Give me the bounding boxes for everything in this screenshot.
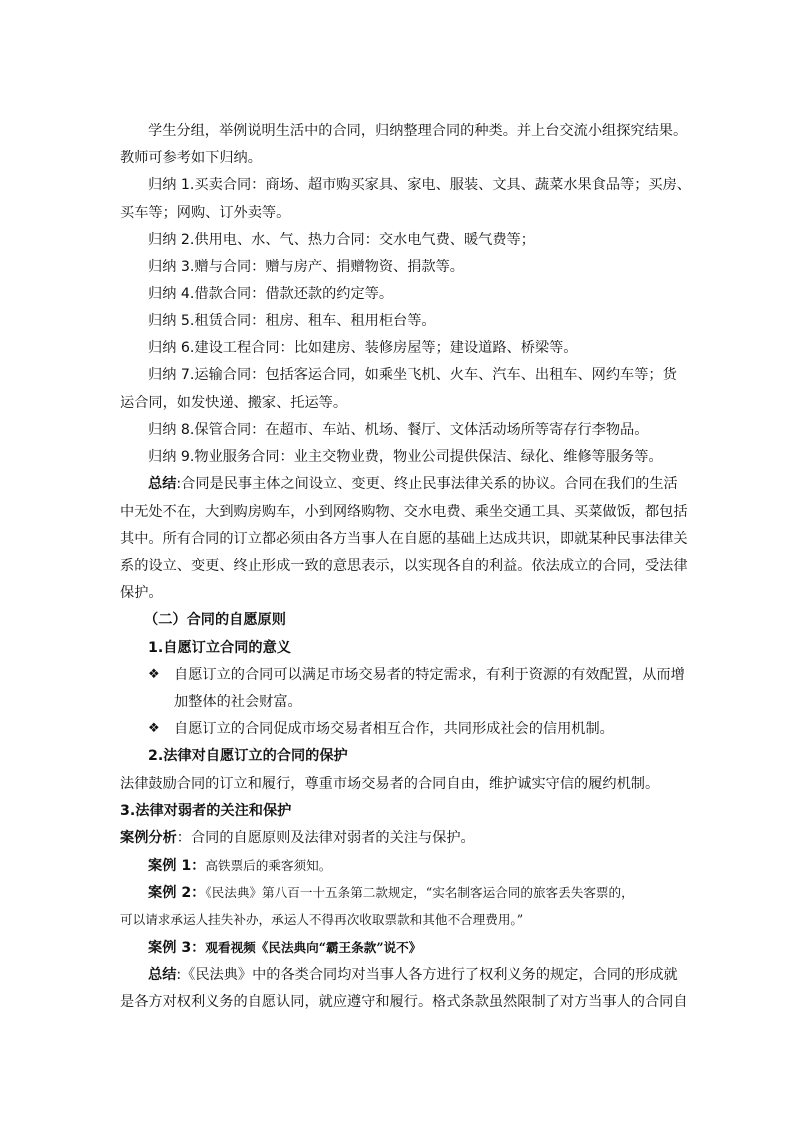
case-3-text: 观看视频《民法典向“霸王条款”说不》 [205,940,422,955]
bullet-2: 自愿订立的合同促成市场交易者相互合作，共同形成社会的信用机制。 [174,721,614,737]
item-9: 归纳 9.物业服务合同：业主交物业费，物业公司提供保洁、绿化、维修等服务等。 [148,449,663,465]
summary-label: 总结 [148,476,177,492]
case-3-label: 案例 3： [148,940,206,956]
summary-1-line-1 [148,474,678,494]
item-5: 归纳 5.租赁合同：租房、租车、租用柜台等。 [148,313,436,329]
case-analysis [120,828,475,848]
intro-line-1: 学生分组，举例说明生活中的合同，归纳整理合同的种类。并上台交流小组探究结果。 [148,123,688,139]
case-analysis-text: ：合同的自愿原则及法律对弱者的关注与保护。 [176,830,475,846]
summary-1-line-2: 中无处不在，大到购房购车，小到网络购物、交水电费、乘坐交通工具、买菜做饭，都包括 [120,504,688,520]
intro-line-2: 教师可参考如下归纳。 [120,150,262,166]
bullet-icon: ❖ [148,667,160,682]
case-1-text: 高铁票后的乘客须知。 [205,858,332,873]
summary-2-line-1 [148,965,678,985]
subheading-2: 2.法律对自愿订立的合同的保护 [148,748,348,764]
case-2-line-2: 可以请求承运人挂失补办，承运人不得再次收取票款和其他不合理费用。” [120,912,524,927]
section-heading: （二）合同的自愿原则 [144,612,286,628]
item-6: 归纳 6.建设工程合同：比如建房、装修房屋等；建设道路、桥梁等。 [148,340,578,356]
paragraph-2: 法律鼓励合同的订立和履行，尊重市场交易者的合同自由，维护诚实守信的履约机制。 [120,776,660,792]
item-7-line-2: 运合同，如发快递、搬家、托运等。 [120,395,348,411]
item-8: 归纳 8.保管合同：在超市、车站、机场、餐厅、文体活动场所等寄存行李物品。 [148,422,649,438]
case-3 [148,938,421,958]
case-2-label: 案例 2： [148,885,206,901]
item-7-line-1: 归纳 7.运输合同：包括客运合同，如乘坐飞机、火车、汽车、出租车、网约车等；货 [148,367,677,383]
summary-1-line-3: 其中。所有合同的订立都必须由各方当事人在自愿的基础上达成共识，即就某种民事法律关 [120,531,688,547]
summary-label: 总结 [148,967,177,983]
subheading-1: 1.自愿订立合同的意义 [148,640,291,656]
case-1-label: 案例 1： [148,858,206,874]
summary-text: :合同是民事主体之间设立、变更、终止民事法律关系的协议。合同在我们的生活 [176,476,678,492]
summary-2-line-2: 是各方对权利义务的自愿认同，就应遵守和履行。格式条款虽然限制了对方当事人的合同自 [120,994,688,1010]
item-1-line-2: 买车等；网购、订外卖等。 [120,205,291,221]
bullet-1-line-2: 加整体的社会财富。 [174,694,302,710]
case-2-text: 《民法典》第八百一十五条第二款规定，“实名制客运合同的旅客丢失客票的， [205,885,634,900]
item-2: 归纳 2.供用电、水、气、热力合同：交水电气费、暖气费等； [148,232,535,248]
item-3: 归纳 3.赠与合同：赠与房产、捐赠物资、捐款等。 [148,259,464,275]
case-analysis-label: 案例分析 [120,830,177,846]
bullet-icon: ❖ [148,721,160,736]
item-1-line-1: 归纳 1.买卖合同：商场、超市购买家具、家电、服装、文具、蔬菜水果食品等；买房、 [148,177,691,193]
item-4: 归纳 4.借款合同：借款还款的约定等。 [148,286,394,302]
summary-1-line-5: 保护。 [120,585,163,601]
bullet-1-line-1: 自愿订立的合同可以满足市场交易者的特定需求，有利于资源的有效配置，从而增 [174,667,685,683]
summary-1-line-4: 系的设立、变更、终止形成一致的意思表示，以实现各自的利益。依法成立的合同，受法律 [120,558,688,574]
case-1 [148,856,331,876]
subheading-3: 3.法律对弱者的关注和保护 [120,803,292,819]
case-2-line-1 [148,883,634,903]
summary-text: :《民法典》中的各类合同均对当事人各方进行了权利义务的规定，合同的形成就 [176,967,678,983]
